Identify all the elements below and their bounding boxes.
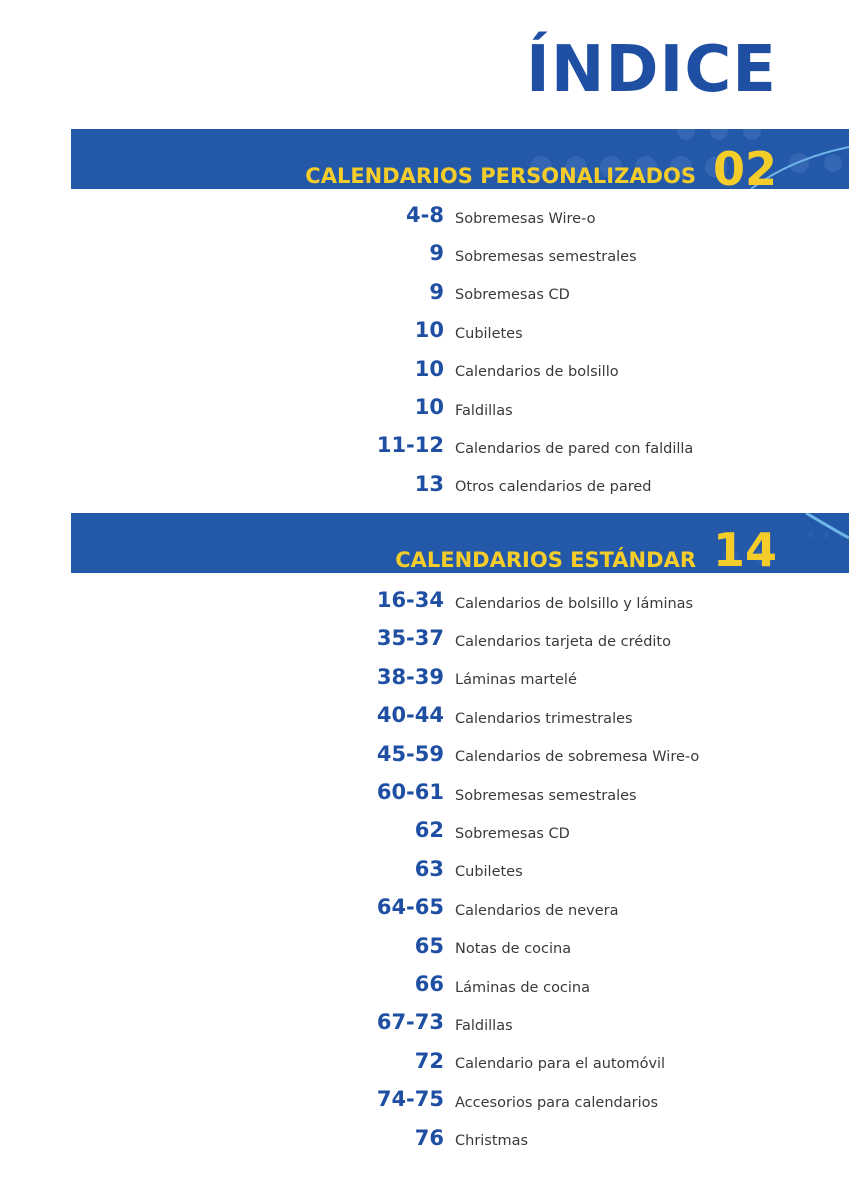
index-entry <box>0 969 849 999</box>
index-entry <box>0 277 849 307</box>
entry-pages: 10 <box>414 356 444 381</box>
entry-title: Otros calendarios de pared <box>455 479 652 496</box>
entry-pages: 11-12 <box>376 433 444 458</box>
section-number: 14 <box>712 523 777 573</box>
index-entry <box>0 815 849 845</box>
entry-pages: 40-44 <box>376 703 444 728</box>
entry-title: Sobremesas Wire-o <box>455 210 596 227</box>
index-entry <box>0 1123 849 1153</box>
entry-title: Calendarios de pared con faldilla <box>455 440 694 457</box>
entry-pages: 76 <box>414 1125 444 1150</box>
index-entry <box>0 931 849 961</box>
entry-pages: 16-34 <box>376 588 444 612</box>
entry-title: Sobremesas CD <box>455 825 570 842</box>
entry-pages: 67-73 <box>376 1010 444 1035</box>
entry-title: Calendario para el automóvil <box>455 1056 666 1073</box>
entry-title: Notas de cocina <box>455 941 572 958</box>
index-entry <box>0 892 849 922</box>
entry-pages: 9 <box>429 241 444 266</box>
index-entry <box>0 854 849 884</box>
entry-pages: 10 <box>414 395 444 419</box>
entry-pages: 74-75 <box>376 1087 444 1112</box>
index-entry <box>0 700 849 730</box>
index-entry <box>0 238 849 268</box>
entry-pages: 45-59 <box>376 741 444 766</box>
entry-pages: 65 <box>414 933 444 958</box>
index-entry <box>0 354 849 384</box>
entry-title: Calendarios trimestrales <box>455 710 633 727</box>
entry-title: Sobremesas CD <box>455 287 570 304</box>
entry-title: Accesorios para calendarios <box>455 1094 659 1111</box>
index-entry <box>0 623 849 653</box>
index-entry <box>0 777 849 807</box>
index-entry <box>0 662 849 692</box>
entry-title: Calendarios de bolsillo <box>455 364 619 381</box>
index-entry <box>0 1007 849 1037</box>
section-label: CALENDARIOS PERSONALIZADOS <box>305 164 696 188</box>
entry-title: Calendarios de sobremesa Wire-o <box>455 749 700 766</box>
entry-title: Láminas de cocina <box>455 979 591 996</box>
entry-title: Cubiletes <box>455 864 523 881</box>
entry-pages: 13 <box>414 471 444 496</box>
index-entry <box>0 1046 849 1076</box>
index-entry <box>0 739 849 769</box>
entry-title: Láminas martelé <box>455 672 577 689</box>
entry-title: Sobremesas semestrales <box>455 248 637 265</box>
entry-pages: 35-37 <box>376 626 444 651</box>
entry-title: Faldillas <box>455 402 513 419</box>
entry-title: Christmas <box>455 1133 529 1150</box>
page-title: ÍNDICE <box>526 33 777 107</box>
index-entry <box>0 315 849 345</box>
index-entry <box>0 1084 849 1114</box>
index-entry <box>0 469 849 499</box>
entry-pages: 10 <box>414 318 444 343</box>
entry-title: Calendarios de bolsillo y láminas <box>455 595 694 612</box>
entry-title: Calendarios de nevera <box>455 902 619 919</box>
entry-pages: 4-8 <box>406 203 444 227</box>
section-label: CALENDARIOS ESTÁNDAR <box>395 548 696 572</box>
section-band-estandar <box>71 513 849 573</box>
entry-pages: 9 <box>429 279 444 304</box>
section-band-personalizados <box>71 129 849 189</box>
entry-title: Sobremesas semestrales <box>455 787 637 804</box>
entry-pages: 38-39 <box>376 664 444 689</box>
entry-pages: 62 <box>414 818 444 843</box>
entry-title: Cubiletes <box>455 325 523 342</box>
index-entry <box>0 430 849 460</box>
entry-pages: 64-65 <box>376 895 444 920</box>
entry-pages: 63 <box>414 856 444 881</box>
entry-title: Faldillas <box>455 1017 513 1034</box>
index-entry <box>0 200 849 230</box>
section-number: 02 <box>712 142 777 189</box>
entry-pages: 66 <box>414 972 444 996</box>
entry-title: Calendarios tarjeta de crédito <box>455 633 671 650</box>
index-entry <box>0 585 849 615</box>
entry-pages: 72 <box>414 1048 444 1073</box>
entry-pages: 60-61 <box>376 780 444 804</box>
index-entry <box>0 392 849 422</box>
